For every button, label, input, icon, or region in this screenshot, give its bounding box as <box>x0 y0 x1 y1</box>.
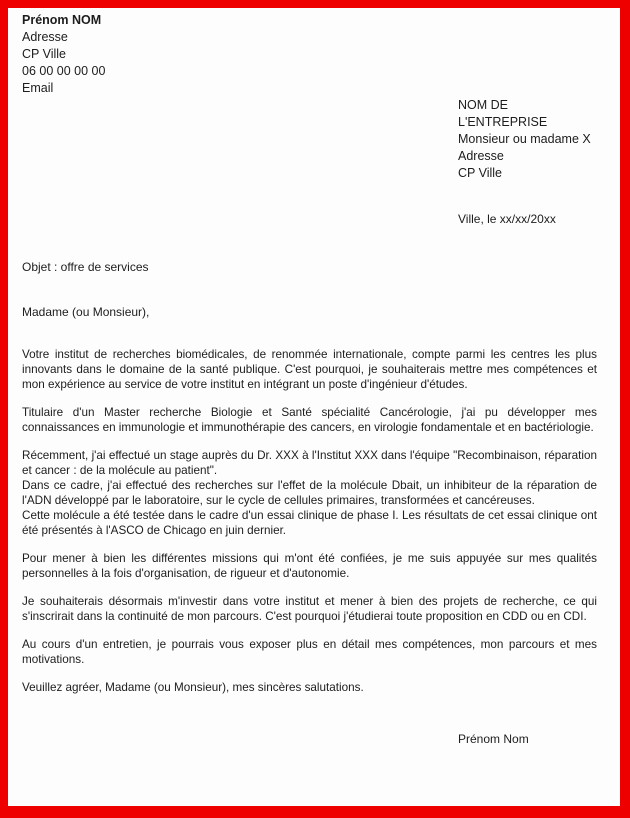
recipient-company-line2: L'ENTREPRISE <box>458 115 548 129</box>
body-paragraph-3: Récemment, j'ai effectué un stage auprès du Dr. XXX à l'Institut XXX dans l'équipe "Recombinaison, réparation et cancer : de la molécule au patient". <box>22 449 597 477</box>
body-paragraph-7: Je souhaiterais désormais m'investir dans votre institut et mener à bien des projets de recherche, ce qui s'inscrirait dans la continuité de mon parcours. C'est pourquoi j'étudierai toute proposition en CDD ou en CDI. <box>22 595 597 623</box>
body-paragraph-1: Votre institut de recherches biomédicales, de renommée internationale, compte parmi les centres les plus innovants dans le domaine de la santé publique. C'est pourquoi, je souhaiterais mettre mes compétences et mon expérience au service de votre institut en intégrant un poste d'ingénieur d'études. <box>22 348 597 391</box>
recipient-contact: Monsieur ou madame X <box>458 132 591 146</box>
sender-block <box>22 12 597 97</box>
letter-content <box>8 8 620 806</box>
body-paragraph-8: Au cours d'un entretien, je pourrais vous exposer plus en détail mes compétences, mon parcours et mes motivations. <box>22 638 597 666</box>
body-paragraph-4: Dans ce cadre, j'ai effectué des recherches sur l'effet de la molécule Dbait, un inhibiteur de la réparation de l'ADN développé par le laboratoire, sur le cycle de cellules primaires, transformées et cancéreuses. <box>22 479 597 507</box>
date-line: Ville, le xx/xx/20xx <box>458 212 556 226</box>
recipient-city: CP Ville <box>458 166 503 180</box>
sender-email: Email <box>22 81 54 95</box>
body-paragraph-6: Pour mener à bien les différentes missions qui m'ont été confiées, je me suis appuyée sur mes qualités personnelles à la fois d'organisation, de rigueur et d'autonomie. <box>22 552 597 580</box>
body-paragraph-5: Cette molécule a été testée dans le cadre d'un essai clinique de phase I. Les résultats de cet essai clinique ont été présentés à l'ASCO de Chicago en juin dernier. <box>22 509 597 537</box>
closing-line: Veuillez agréer, Madame (ou Monsieur), mes sincères salutations. <box>22 681 364 694</box>
recipient-block <box>458 97 597 182</box>
salutation: Madame (ou Monsieur), <box>22 305 150 319</box>
recipient-company-line1: NOM DE <box>458 98 508 112</box>
subject-line: Objet : offre de services <box>22 260 149 274</box>
sender-city: CP Ville <box>22 47 67 61</box>
sender-address: Adresse <box>22 30 68 44</box>
signature: Prénom Nom <box>458 732 529 746</box>
sender-name: Prénom NOM <box>22 13 102 27</box>
recipient-address: Adresse <box>458 149 504 163</box>
letter-body <box>22 347 597 667</box>
sender-phone: 06 00 00 00 00 <box>22 64 106 78</box>
body-paragraph-2: Titulaire d'un Master recherche Biologie et Santé spécialité Cancérologie, j'ai pu développer mes connaissances en immunologie et immunothérapie des cancers, en virologie fondamentale et en bactériologie. <box>22 406 597 434</box>
